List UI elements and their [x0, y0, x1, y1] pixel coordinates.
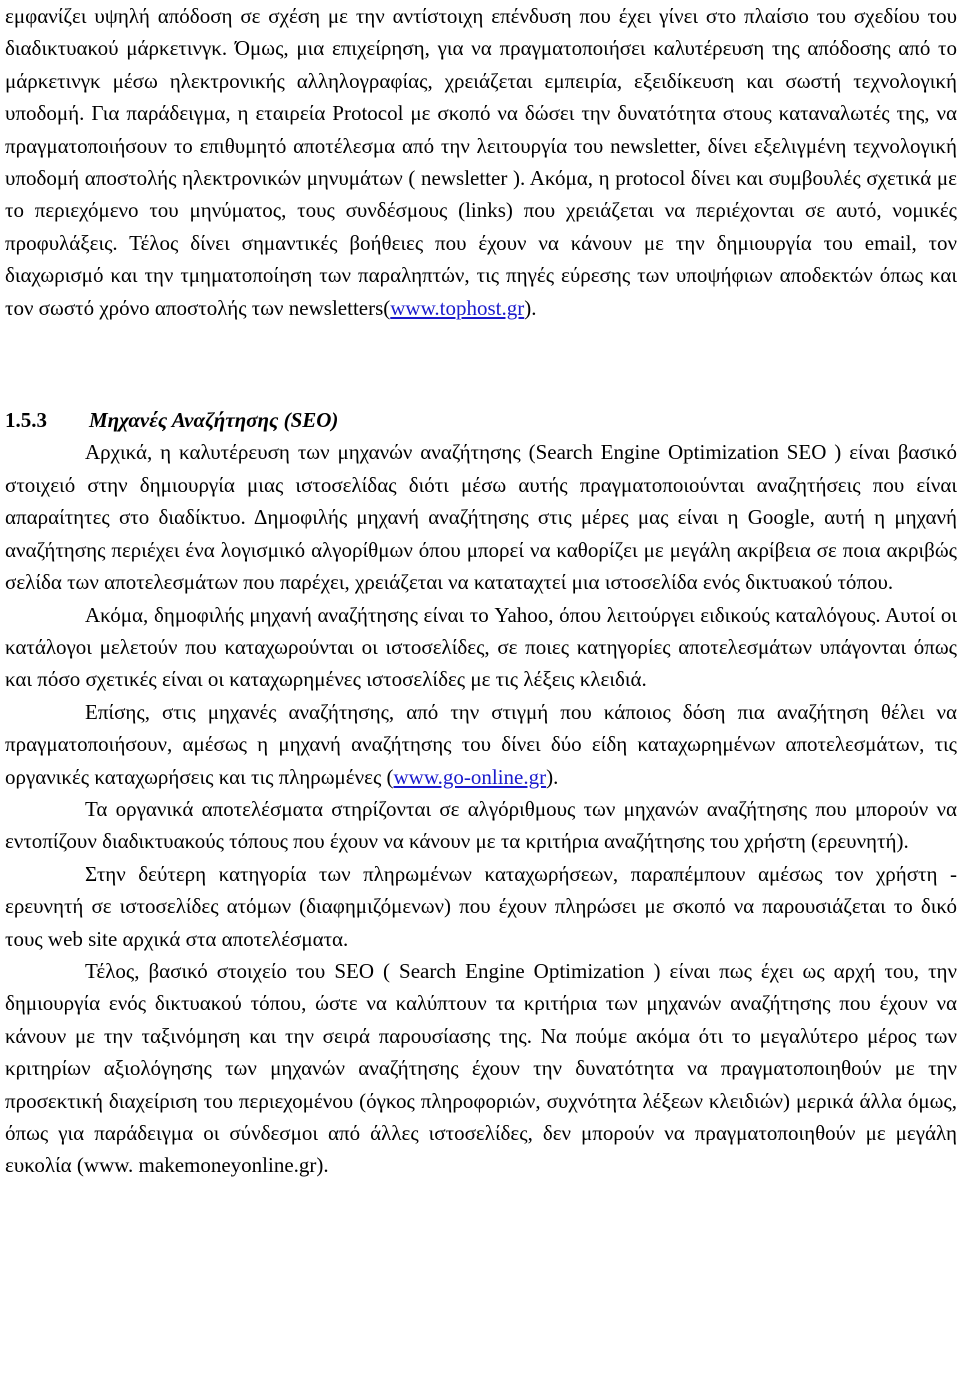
- section-number: 1.5.3: [5, 408, 47, 433]
- section-heading: [5, 404, 957, 436]
- paragraph-organic-results: Τα οργανικά αποτελέσματα στηρίζονται σε αλγόριθμους των μηχανών αναζήτησης που μπορούν να εντοπίζουν διαδικτυακούς τόπους που έχουν να κάνουν με τα κριτήρια αναζήτησης του χρήστη (ερευνητή).: [5, 796, 957, 854]
- paragraph-text-end: ).: [524, 295, 537, 320]
- paragraph-paid-results: Στην δεύτερη κατηγορία των πληρωμένων καταχωρήσεων, παραπέμπουν αμέσως τον χρήστη - ερευνητή σε ιστοσελίδες ατόμων (διαφημιζόμενων) που έχουν πληρώσει με σκοπό να παρουσιάζεται το δικό τους web site αρχικά στα αποτελέσματα.: [5, 861, 957, 951]
- go-online-link[interactable]: www.go-online.gr: [393, 764, 547, 789]
- paragraph-seo-intro: Αρχικά, η καλυτέρευση των μηχανών αναζήτησης (Search Engine Optimization SEO ) είναι βασικό στοιχειό στην δημιουργία μιας ιστοσελίδας διότι μέσω αυτής πραγματοποιούνται αναζητήσεις που είναι απαραίτητες στο διαδίκτυο. Δημοφιλής μηχανή αναζήτησης στις μέρες μας είναι η Google, αυτή η μηχανή αναζήτησης περιέχει ένα λογισμικό αλγορίθμων όπου μπορεί να καθορίζει με μεγάλη ακρίβεια σε ποια ακριβώς σελίδα των αποτελεσμάτων που παρέχει, χρειάζεται να καταταχτεί μια ιστοσελίδα ενός δικτυακού τόπου.: [5, 440, 957, 595]
- paragraph-yahoo: Ακόμα, δημοφιλής μηχανή αναζήτησης είναι το Yahoo, όπου λειτούργει ειδικούς καταλόγους. Αυτοί οι κατάλογοι μελετούν που καταχωρούνται οι ιστοσελίδες, σε ποιες κατηγορίες αποτελεσμάτων υπάγονται όπως και πόσο σχετικές είναι οι καταχωρημένες ιστοσελίδες με τις λέξεις κλειδιά.: [5, 602, 957, 692]
- paragraph-text-end: ).: [546, 764, 559, 789]
- section-spacer: [5, 324, 957, 404]
- document-page: [5, 0, 957, 1182]
- section-title: Μηχανές Αναζήτησης (SEO): [89, 408, 339, 433]
- paragraph-text: Επίσης, στις μηχανές αναζήτησης, από την στιγμή που κάποιος δόση πια αναζήτηση θέλει να πραγματοποιήσουν, αμέσως η μηχανή αναζήτησης του δίνει δύο είδη καταχωρημένων αποτελεσμάτων, τις οργανικές καταχωρήσεις και τις πληρωμένες (: [5, 699, 957, 789]
- paragraph-seo-summary: Τέλος, βασικό στοιχείο του SEO ( Search Engine Optimization ) είναι πως έχει ως αρχή του, την δημιουργία ενός δικτυακού τόπου, ώστε να καλύπτουν τα κριτήρια των μηχανών αναζήτησης που έχουν να κάνουν με την ταξινόμηση και την σειρά παρουσίασης της. Να πούμε ακόμα ότι το μεγαλύτερο μέρος των κριτηρίων αξιολόγησης των μηχανών αναζήτησης έχουν την δυνατότητα να πραγματοποιηθούν με την προσεκτική διαχείριση του περιεχομένου (όγκος πληροφοριών, συχνότητα λέξεων κλειδιών) μερικά άλλα όμως, όπως για παράδειγμα οι σύνδεσμοι από άλλες ιστοσελίδες, δεν μπορούν να πραγματοποιηθούν με μεγάλη ευκολία (www. makemoneyonline.gr).: [5, 958, 957, 1178]
- tophost-link[interactable]: www.tophost.gr: [390, 295, 525, 320]
- paragraph-newsletter: [5, 0, 957, 324]
- paragraph-text: εμφανίζει υψηλή απόδοση σε σχέση με την αντίστοιχη επένδυση που έχει γίνει στο πλαίσιο του σχεδίου του διαδικτυακού μάρκετινγκ. Όμως, μια επιχείρηση, για να πραγματοποιήσει καλυτέρευση της απόδοσης από το μάρκετινγκ μέσω ηλεκτρονικής αλληλογραφίας, χρειάζεται εμπειρία, εξειδίκευση και σωστή τεχνολογική υποδομή. Για παράδειγμα, η εταιρεία Protocol με σκοπό να δώσει την δυνατότητα στους καταναλωτές της, να πραγματοποιήσουν το επιθυμητό αποτέλεσμα από την λειτουργία του newsletter, δίνει εξελιγμένη τεχνολογική υποδομή αποστολής ηλεκτρονικών μηνυμάτων ( newsletter ). Ακόμα, η protocol δίνει και συμβουλές σχετικά με το περιεχόμενο του μηνύματος, τους συνδέσμους (links) που χρειάζεται να περιέχονται σε αυτό, νομικές προφυλάξεις. Τέλος δίνει σημαντικές βοήθειες που έχουν να κάνουν με την δημιουργία του email, τον διαχωρισμό και την τμηματοποίηση των παραληπτών, τις πηγές εύρεσης των υποψήφιων αποδεκτών όπως και τον σωστό χρόνο αποστολής των newsletters(: [5, 4, 957, 320]
- paragraph-result-types: [5, 696, 957, 793]
